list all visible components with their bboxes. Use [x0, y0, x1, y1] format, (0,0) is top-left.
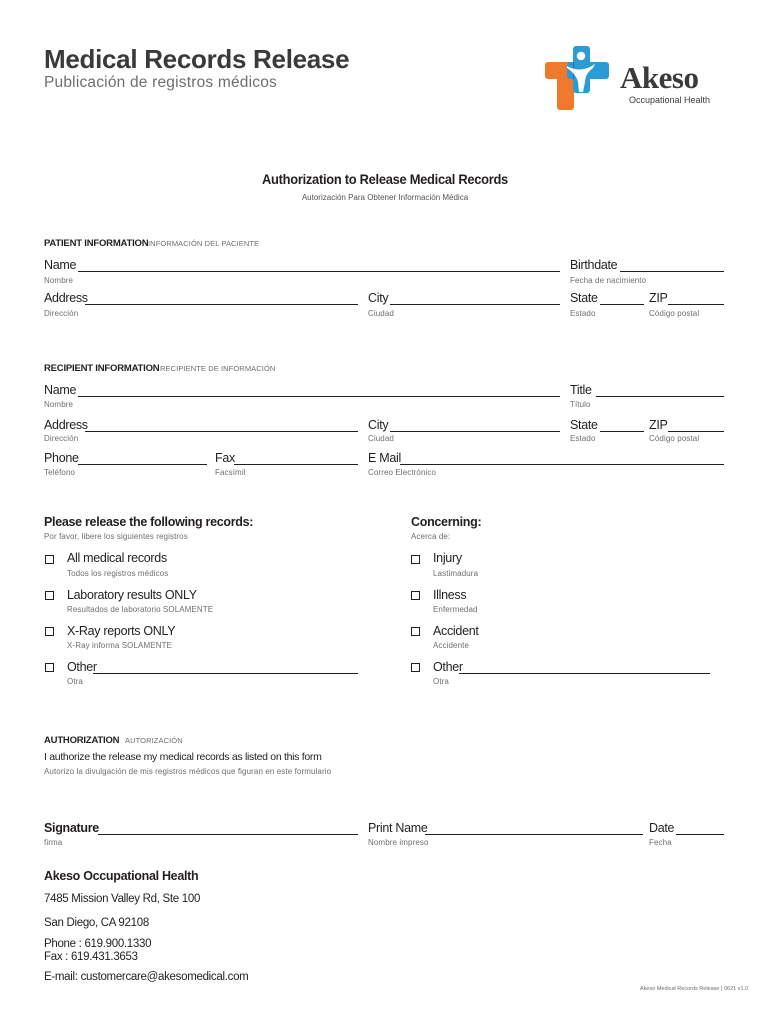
company-city: San Diego, CA 92108: [44, 917, 149, 929]
authorization-heading-es: AUTORIZACIÓN: [125, 736, 183, 745]
authorization-statement-es: Autorizo la divulgación de mis registros médicos que figuran en este formulario: [44, 767, 332, 776]
patient-name-label-es: Nombre: [44, 276, 74, 285]
recipient-city-field[interactable]: [390, 418, 560, 432]
signature-label-es: firma: [44, 838, 63, 847]
patient-state-field[interactable]: [600, 291, 644, 305]
recipient-state-label: State: [570, 418, 598, 432]
logo-wordmark: Akeso: [620, 60, 699, 95]
concerning-other-field[interactable]: [459, 660, 710, 674]
patient-section-heading: PATIENT INFORMATION: [44, 238, 149, 249]
patient-zip-label: ZIP: [649, 291, 668, 305]
accident-label: Accident: [433, 624, 479, 638]
all-medical-records-label: All medical records: [67, 551, 167, 565]
patient-zip-label-es: Código postal: [649, 309, 700, 318]
recipient-city-label: City: [368, 418, 389, 432]
form-heading: Authorization to Release Medical Records: [262, 171, 508, 187]
all-medical-records-label-es: Todos los registros médicos: [67, 569, 169, 578]
print-name-label-es: Nombre impreso: [368, 838, 429, 847]
company-fax: Fax : 619.431.3653: [44, 951, 138, 963]
recipient-email-field[interactable]: [400, 451, 724, 465]
date-label: Date: [649, 821, 675, 835]
records-heading-es: Por favor, libere los siguientes registros: [44, 532, 188, 541]
company-name: Akeso Occupational Health: [44, 869, 199, 883]
concerning-heading-es: Acerca de:: [411, 532, 451, 541]
recipient-address-label: Address: [44, 418, 88, 432]
patient-birthdate-label: Birthdate: [570, 258, 618, 272]
injury-checkbox[interactable]: [411, 555, 420, 564]
recipient-email-label-es: Correo Electrónico: [368, 468, 437, 477]
lab-results-label-es: Resultados de laboratorio SOLAMENTE: [67, 605, 214, 614]
recipient-title-label: Title: [570, 383, 592, 397]
concerning-other-label: Other: [433, 660, 463, 674]
patient-state-label: State: [570, 291, 598, 305]
all-medical-records-checkbox[interactable]: [45, 555, 54, 564]
injury-label-es: Lastimadura: [433, 569, 479, 578]
recipient-name-label: Name: [44, 383, 77, 397]
records-heading: Please release the following records:: [44, 515, 254, 529]
page-subtitle: Publicación de registros médicos: [44, 74, 277, 91]
patient-city-label-es: Ciudad: [368, 309, 394, 318]
accident-label-es: Accidente: [433, 641, 470, 650]
records-other-checkbox[interactable]: [45, 663, 54, 672]
authorization-statement: I authorize the release my medical records as listed on this form: [44, 751, 322, 763]
recipient-zip-field[interactable]: [668, 418, 724, 432]
patient-city-label: City: [368, 291, 389, 305]
patient-birthdate-field[interactable]: [620, 258, 724, 272]
recipient-fax-field[interactable]: [234, 451, 358, 465]
print-name-field[interactable]: [425, 821, 643, 835]
lab-results-checkbox[interactable]: [45, 591, 54, 600]
recipient-fax-label-es: Facsímil: [215, 468, 246, 477]
patient-address-field[interactable]: [85, 291, 358, 305]
xray-reports-checkbox[interactable]: [45, 627, 54, 636]
recipient-zip-label: ZIP: [649, 418, 668, 432]
patient-section-heading-es: INFORMACIÓN DEL PACIENTE: [148, 239, 260, 248]
recipient-city-label-es: Ciudad: [368, 434, 394, 443]
recipient-state-field[interactable]: [600, 418, 644, 432]
illness-label-es: Enfermedad: [433, 605, 478, 614]
recipient-phone-label-es: Teléfono: [44, 468, 76, 477]
recipient-section-heading-es: RECIPIENTE DE INFORMACIÓN: [160, 364, 276, 373]
xray-reports-label: X-Ray reports ONLY: [67, 624, 176, 638]
recipient-title-field[interactable]: [596, 383, 724, 397]
recipient-zip-label-es: Código postal: [649, 434, 700, 443]
xray-reports-label-es: X-Ray informa SOLAMENTE: [67, 641, 172, 650]
patient-address-label: Address: [44, 291, 88, 305]
patient-zip-field[interactable]: [668, 291, 724, 305]
recipient-email-label: E Mail: [368, 451, 401, 465]
form-heading-es: Autorización Para Obtener Información Médica: [301, 193, 469, 202]
signature-label: Signature: [44, 821, 99, 835]
recipient-section-heading: RECIPIENT INFORMATION: [44, 363, 160, 374]
records-other-label-es: Otra: [67, 677, 83, 686]
patient-city-field[interactable]: [390, 291, 560, 305]
lab-results-label: Laboratory results ONLY: [67, 588, 197, 602]
concerning-other-label-es: Otra: [433, 677, 449, 686]
recipient-address-label-es: Dirección: [44, 434, 79, 443]
print-name-label: Print Name: [368, 821, 428, 835]
recipient-name-field[interactable]: [78, 383, 560, 397]
company-street: 7485 Mission Valley Rd, Ste 100: [44, 893, 201, 905]
recipient-name-label-es: Nombre: [44, 400, 74, 409]
recipient-address-field[interactable]: [85, 418, 358, 432]
records-other-label: Other: [67, 660, 97, 674]
recipient-state-label-es: Estado: [570, 434, 596, 443]
company-phone: Phone : 619.900.1330: [44, 938, 152, 950]
date-label-es: Fecha: [649, 838, 672, 847]
recipient-title-label-es: Título: [570, 400, 591, 409]
page-title: Medical Records Release: [44, 44, 350, 74]
patient-address-label-es: Dirección: [44, 309, 79, 318]
patient-name-field[interactable]: [78, 258, 560, 272]
accident-checkbox[interactable]: [411, 627, 420, 636]
signature-field[interactable]: [98, 821, 358, 835]
concerning-other-checkbox[interactable]: [411, 663, 420, 672]
logo-tagline: Occupational Health: [629, 95, 711, 105]
injury-label: Injury: [433, 551, 462, 565]
date-field[interactable]: [676, 821, 724, 835]
illness-checkbox[interactable]: [411, 591, 420, 600]
authorization-heading: AUTHORIZATION: [44, 735, 120, 746]
patient-name-label: Name: [44, 258, 77, 272]
patient-state-label-es: Estado: [570, 309, 596, 318]
patient-birthdate-label-es: Fecha de nacimiento: [570, 276, 647, 285]
recipient-phone-label: Phone: [44, 451, 79, 465]
recipient-phone-field[interactable]: [78, 451, 207, 465]
illness-label: Illness: [433, 588, 467, 602]
form-id-footer: Akeso Medical Records Release | 0621 v1.0: [640, 986, 749, 992]
recipient-fax-label: Fax: [215, 451, 235, 465]
records-other-field[interactable]: [93, 660, 358, 674]
concerning-heading: Concerning:: [411, 515, 482, 529]
company-email: E-mail: customercare@akesomedical.com: [44, 971, 249, 983]
